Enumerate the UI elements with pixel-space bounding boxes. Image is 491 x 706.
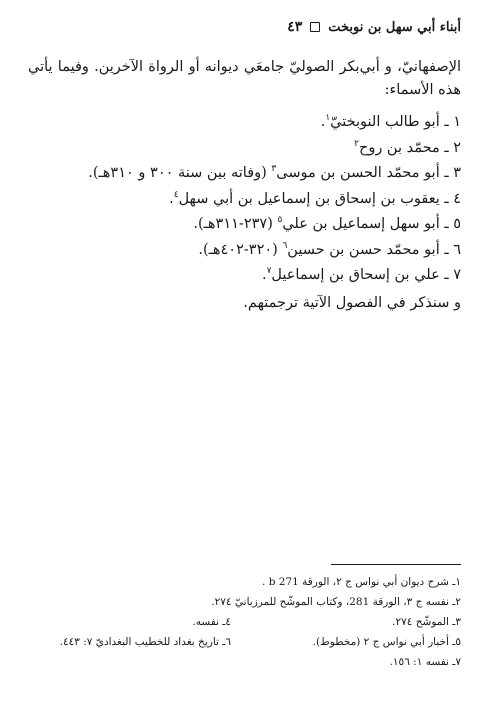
footnotes — [28, 572, 461, 672]
footnote-6: ٦ـ تاريخ بغداد للخطيب البغداديّ ٧: ٤٤٣. — [59, 636, 231, 648]
page-header — [28, 16, 461, 38]
footnote-divider — [331, 564, 461, 565]
footnote-2: ٢ـ نفسه ج ٣، الورقة 281، وكتاب الموشّح للمرزبانيّ ٢٧٤. — [211, 596, 461, 608]
intro-paragraph: الإصفهانيّ، و أبي‌بكر الصوليّ جامعَي ديوانه أو الرواة الآخرين. وفيما يأتي هذه الأسماء: — [28, 59, 461, 98]
footnote-marker: ٤ — [173, 189, 179, 200]
footnote-3: ٣ـ الموشّح ٢٧٤. — [392, 616, 461, 628]
closing-sentence: و سنذكر في الفصول الآتية ترجمتهم. — [243, 294, 461, 311]
list-item: ٣ ـ أبو محمّد الحسن بن موسى$^٣$ (وفاته بين سنة ٣٠٠ و ٣١٠هـ). — [88, 164, 461, 181]
list-item: ٦ ـ أبو محمّد حسن بن حسين$^٦$ (٣٢٠-٤٠٢هـ). — [198, 240, 461, 258]
footnote-marker: ٥ — [277, 215, 283, 226]
footnote-7: ٧ـ نفسه ١: ١٥٦. — [389, 656, 461, 668]
footnote-1: ١ـ شرح ديوان أبي نواس ج ٢، الورقة 271 b . — [262, 576, 461, 588]
footnote-row — [28, 632, 461, 652]
list-item: ٥ ـ أبو سهل إسماعيل بن علي$^٥$ (٢٣٧-٣١١هـ). — [193, 215, 461, 232]
list-item: ٧ ـ علي بن إسحاق بن إسماعيل$^٧$. — [261, 266, 461, 283]
footnote-marker: ٦ — [282, 240, 288, 251]
footnote-marker: ١ — [325, 113, 331, 124]
page-number: ٤٣ — [287, 19, 303, 35]
footnote-marker: ٧ — [266, 266, 272, 277]
footnote-4: ٤ـ نفسه. — [192, 616, 231, 628]
names-list — [28, 110, 461, 289]
list-item: ٢ ـ محمّد بن روح$^٢$ — [354, 138, 461, 156]
footnote-marker: ٢ — [354, 138, 359, 149]
list-item: ٤ ـ يعقوب بن إسحاق بن إسماعيل بن أبي سهل$^٤$. — [169, 189, 461, 207]
main-text — [28, 56, 461, 316]
footnote-row — [28, 612, 461, 632]
footnote-5: ٥ـ أخبار أبي نواس ج ٢ (مخطوط). — [312, 636, 461, 648]
square-ornament-icon — [310, 22, 320, 32]
running-title: أبناء أبي سهل بن نوبخت — [328, 19, 461, 35]
list-item: ١ ـ أبو طالب النوبختيّ$^١$. — [320, 113, 461, 130]
footnote-marker: ٣ — [271, 164, 277, 175]
